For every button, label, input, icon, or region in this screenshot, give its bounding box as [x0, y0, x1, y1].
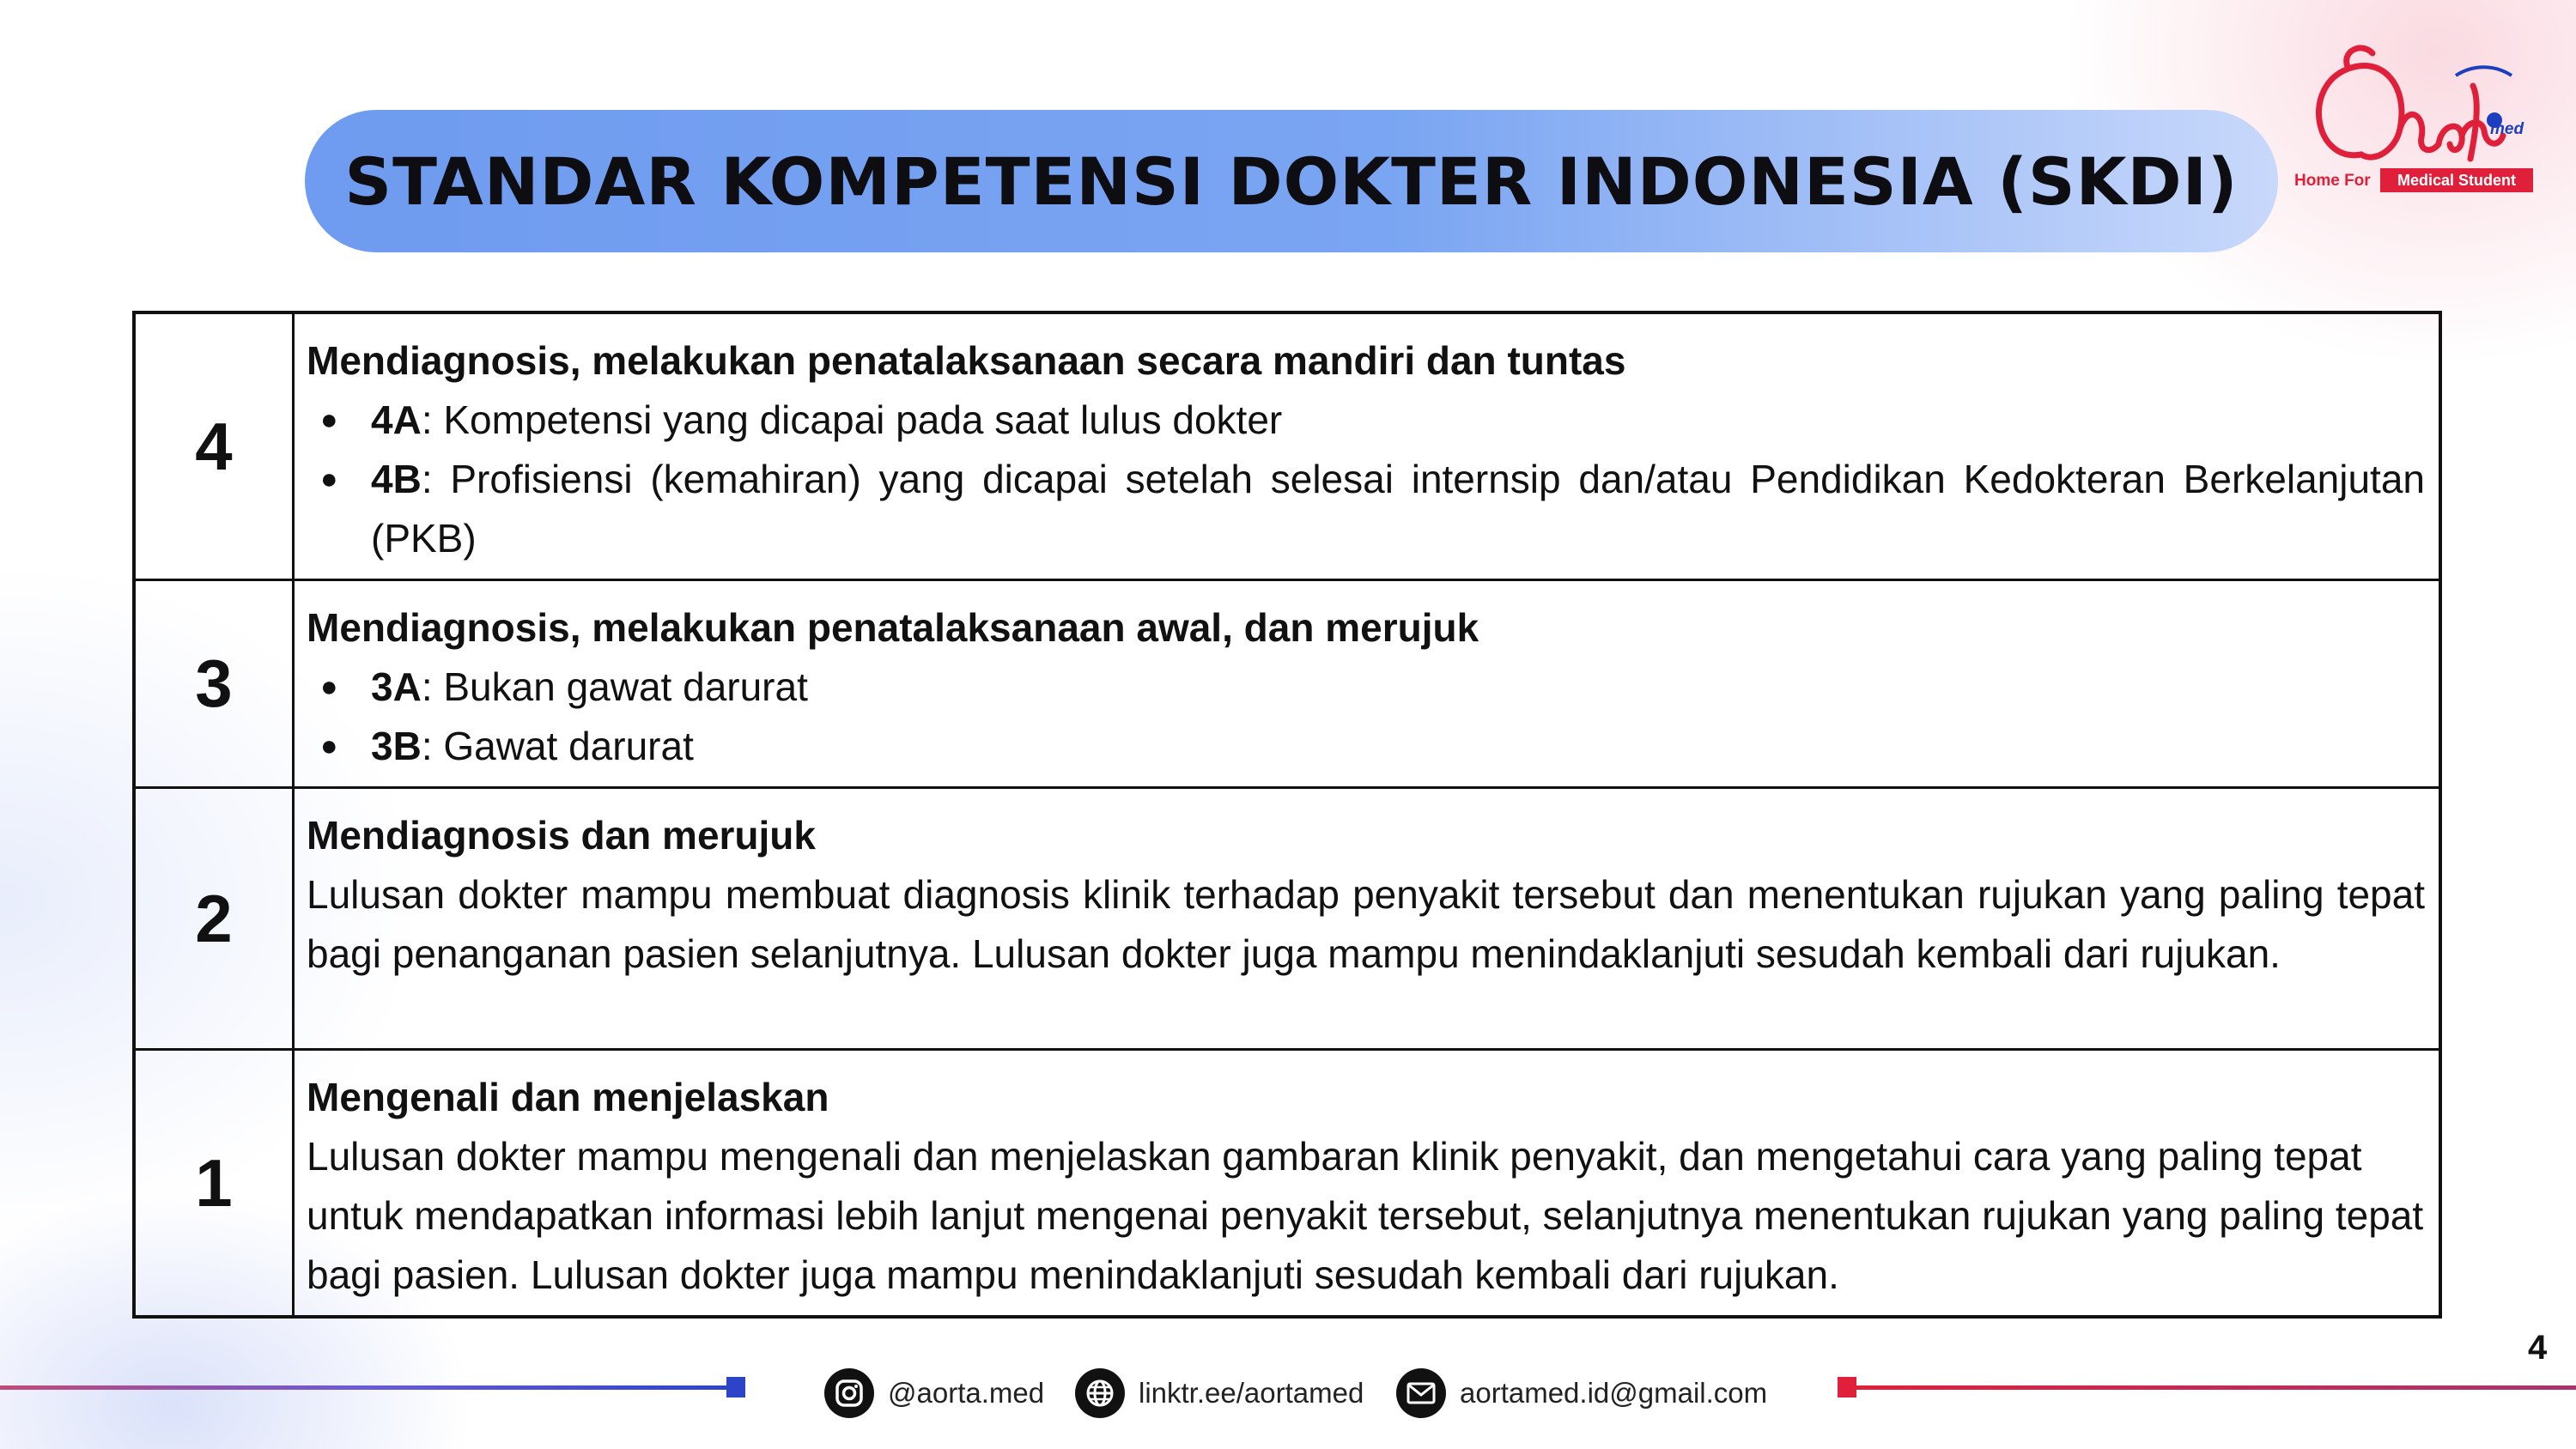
page-title: STANDAR KOMPETENSI DOKTER INDONESIA (SKDI): [344, 142, 2239, 220]
row-heading: Mengenali dan menjelaskan: [307, 1075, 829, 1119]
table-row: [134, 580, 2440, 788]
sub-level-code: 4B: [371, 457, 422, 501]
logo-tagline-left: Home For: [2294, 172, 2371, 190]
table-row: [134, 788, 2440, 1050]
level-cell: 2: [134, 788, 294, 1050]
sub-level-code: 3B: [371, 724, 422, 768]
instagram-handle: @aorta.med: [888, 1377, 1045, 1409]
row-paragraph: Lulusan dokter mampu mengenali dan menjelaskan gambaran klinik penyakit, dan mengetahui cara yang paling tepat untuk mendapatkan informasi lebih lanjut mengenai penyakit tersebut, selanjutnya menentukan rujukan yang paling tepat bagi pasien. Lulusan dokter juga mampu menindaklanjuti sesudah kembali dari rujukan.: [307, 1134, 2424, 1297]
row-heading: Mendiagnosis, melakukan penatalaksanaan secara mandiri dan tuntas: [307, 338, 1626, 383]
description-cell: [294, 580, 2441, 788]
level-cell: 3: [134, 580, 294, 788]
sub-level-code: 4A: [371, 397, 422, 442]
sub-level-code: 3A: [371, 664, 422, 709]
website-link: linktr.ee/aortamed: [1139, 1377, 1364, 1409]
row-heading: Mendiagnosis dan merujuk: [307, 813, 816, 858]
row-paragraph: Lulusan dokter mampu membuat diagnosis klinik terhadap penyakit tersebut dan menentukan rujukan yang paling tepat bagi penanganan pasien selanjutnya. Lulusan dokter juga mampu menindaklanjuti sesudah kembali dari rujukan.: [307, 872, 2425, 976]
description-cell: [294, 312, 2441, 580]
title-banner: [305, 110, 2278, 252]
row-heading: Mendiagnosis, melakukan penatalaksanaan awal, dan merujuk: [307, 605, 1479, 650]
level-cell: 1: [134, 1050, 294, 1318]
list-item: [307, 658, 2425, 717]
sub-level-list: [307, 391, 2425, 568]
footer-divider-right: [1846, 1385, 2576, 1390]
table-row: [134, 312, 2440, 580]
sub-level-text: : Bukan gawat darurat: [421, 664, 808, 709]
description-cell: [294, 788, 2441, 1050]
sub-level-text: : Kompetensi yang dicapai pada saat lulus dokter: [421, 397, 1283, 442]
email-address: aortamed.id@gmail.com: [1460, 1377, 1768, 1409]
logo-suffix: med: [2490, 120, 2524, 138]
sub-level-list: [307, 658, 2425, 776]
footer-divider-left: [0, 1385, 732, 1390]
sub-level-text: : Gawat darurat: [421, 724, 694, 768]
list-item: [307, 717, 2425, 776]
email-contact[interactable]: [1396, 1367, 1767, 1419]
level-cell: 4: [134, 312, 294, 580]
table-row: [134, 1050, 2440, 1318]
list-item: [307, 391, 2425, 450]
list-item: [307, 450, 2425, 568]
skdi-table: [132, 311, 2442, 1319]
instagram-contact[interactable]: [824, 1367, 1044, 1419]
website-contact[interactable]: [1075, 1367, 1364, 1419]
footer-square-right: [1838, 1377, 1856, 1397]
instagram-icon: [824, 1368, 874, 1418]
page-number: 4: [2528, 1329, 2548, 1367]
logo-tagline-right: Medical Student: [2380, 168, 2533, 192]
mail-icon: [1396, 1368, 1446, 1418]
sub-level-text: : Profisiensi (kemahiran) yang dicapai setelah selesai internsip dan/atau Pendidikan Kedokteran Berkelanjutan (PKB): [371, 457, 2425, 561]
description-cell: [294, 1050, 2441, 1318]
globe-icon: [1075, 1368, 1125, 1418]
footer-square-left: [726, 1377, 745, 1397]
